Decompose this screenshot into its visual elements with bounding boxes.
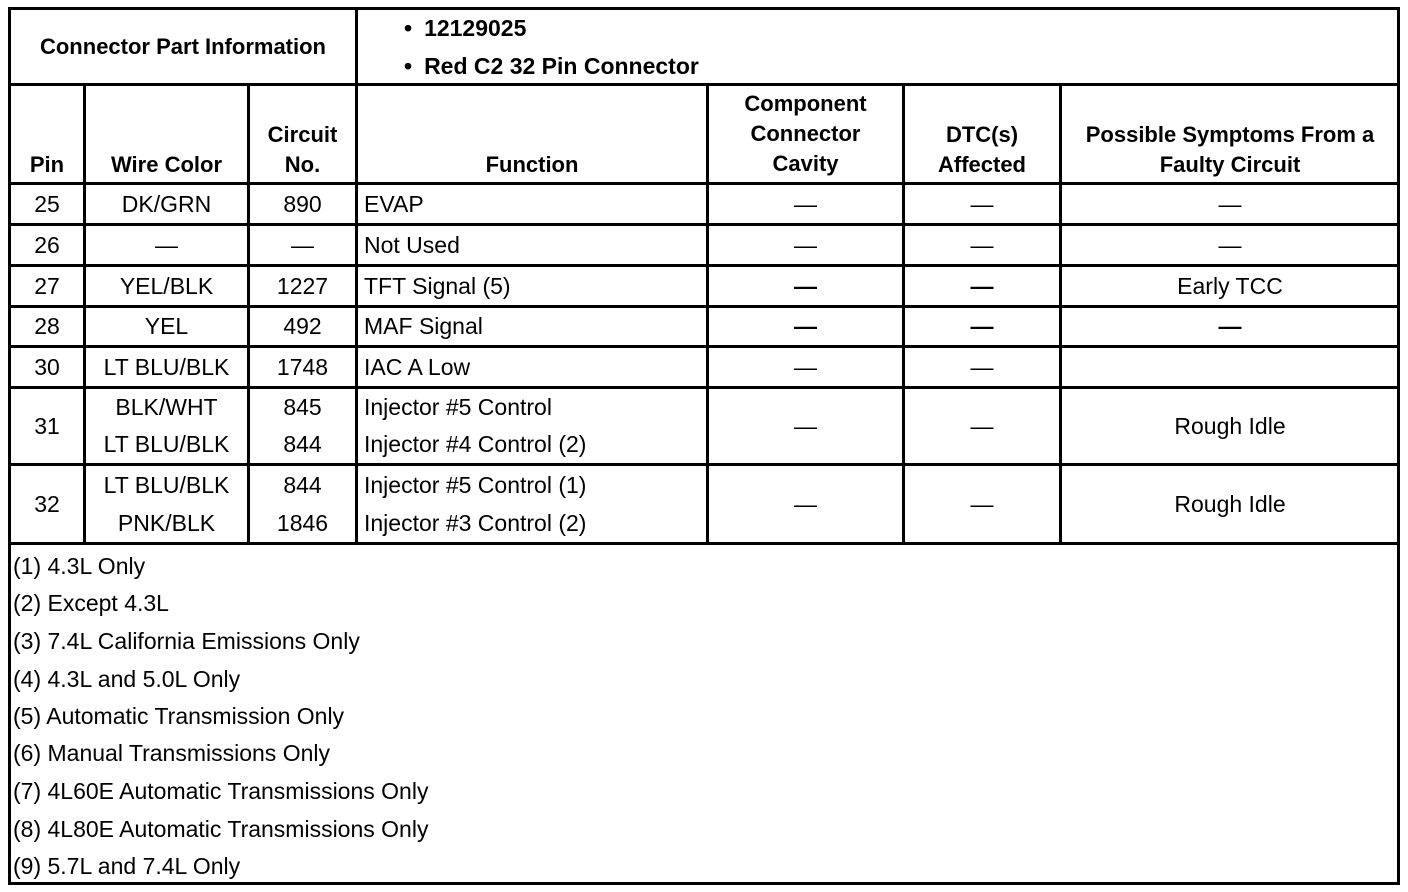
cell-circuit-2: 844 [283,431,322,457]
cell-wire-color-2: LT BLU/BLK [103,431,230,457]
cell-symptom: — [1218,231,1242,258]
cell-function: IAC A Low [364,353,471,380]
cell-cavity: — [794,490,817,517]
cell-function: Injector #5 Control (1) [364,471,587,498]
header-wire-color: Wire Color [110,152,223,177]
cell-dtc: — [970,190,994,217]
cell-cavity: — [794,190,817,217]
cell-cavity: — [794,231,817,258]
cell-symptom: — [1218,190,1242,217]
cell-pin: 27 [34,272,60,299]
cell-cavity: — [794,353,817,380]
connector-description: • Red C2 32 Pin Connector [398,50,699,82]
cell-circuit-2: 1846 [276,509,329,536]
cell-symptom: Early TCC [1177,272,1283,299]
cell-cavity: — [794,313,817,339]
cell-circuit: — [291,231,314,258]
cell-function: Not Used [364,231,460,258]
cell-wire-color: — [155,231,178,258]
cell-pin: 26 [34,231,60,258]
cell-dtc: — [970,272,994,299]
cell-symptom: Rough Idle [1174,490,1286,517]
header-function: Function [485,152,579,177]
footnote: (7) 4L60E Automatic Transmissions Only [13,778,429,804]
cell-dtc: — [970,313,994,339]
cell-pin: 31 [34,412,60,439]
cell-dtc: — [970,412,994,439]
cell-wire-color-2: PNK/BLK [117,509,216,536]
cell-pin: 25 [34,190,60,217]
cell-function-2: Injector #4 Control (2) [364,431,587,457]
footnote: (9) 5.7L and 7.4L Only [13,853,241,879]
cell-cavity: — [794,272,817,299]
cell-circuit: 890 [283,190,322,217]
header-pin: Pin [29,152,65,177]
cell-wire-color: BLK/WHT [115,394,218,420]
cell-wire-color: LT BLU/BLK [103,353,230,380]
cell-function: Injector #5 Control [364,394,552,420]
cell-pin: 30 [34,353,60,380]
cell-dtc: — [970,490,994,517]
cell-symptom [1062,348,1398,386]
cell-wire-color: LT BLU/BLK [103,471,230,498]
footnote: (2) Except 4.3L [13,590,169,616]
header-dtc: DTC(s) Affected [937,122,1026,177]
cell-pin: 28 [34,313,60,339]
cell-circuit: 845 [283,394,322,420]
header-circuit: Circuit No. [267,122,338,177]
footnote: (8) 4L80E Automatic Transmissions Only [13,816,429,842]
connector-part-number: • 12129025 [398,12,526,44]
footnote: (6) Manual Transmissions Only [13,740,330,766]
cell-wire-color: DK/GRN [121,190,212,217]
cell-symptom: Rough Idle [1174,412,1286,439]
cell-function: TFT Signal (5) [364,272,511,299]
cell-circuit: 1227 [276,272,329,299]
cell-function: EVAP [364,190,424,217]
footnote: (4) 4.3L and 5.0L Only [13,666,241,692]
cell-cavity: — [794,412,817,439]
footnote: (1) 4.3L Only [13,553,146,579]
cell-function: MAF Signal [364,313,483,339]
cell-symptom: — [1218,313,1242,339]
cell-dtc: — [970,353,994,380]
cell-wire-color: YEL/BLK [119,272,214,299]
footnote: (3) 7.4L California Emissions Only [13,628,360,654]
cell-pin: 32 [34,490,60,517]
cell-function-2: Injector #3 Control (2) [364,509,587,536]
footnote: (5) Automatic Transmission Only [13,703,345,729]
cell-wire-color: YEL [144,313,189,339]
connector-info-label: Connector Part Information [39,33,326,59]
header-cavity: Component Connector Cavity [744,91,867,176]
cell-circuit: 492 [283,313,322,339]
rule [8,542,1400,545]
cell-dtc: — [970,231,994,258]
cell-circuit: 1748 [276,353,329,380]
header-symptoms: Possible Symptoms From a Faulty Circuit [1085,122,1375,177]
cell-circuit: 844 [283,471,322,498]
